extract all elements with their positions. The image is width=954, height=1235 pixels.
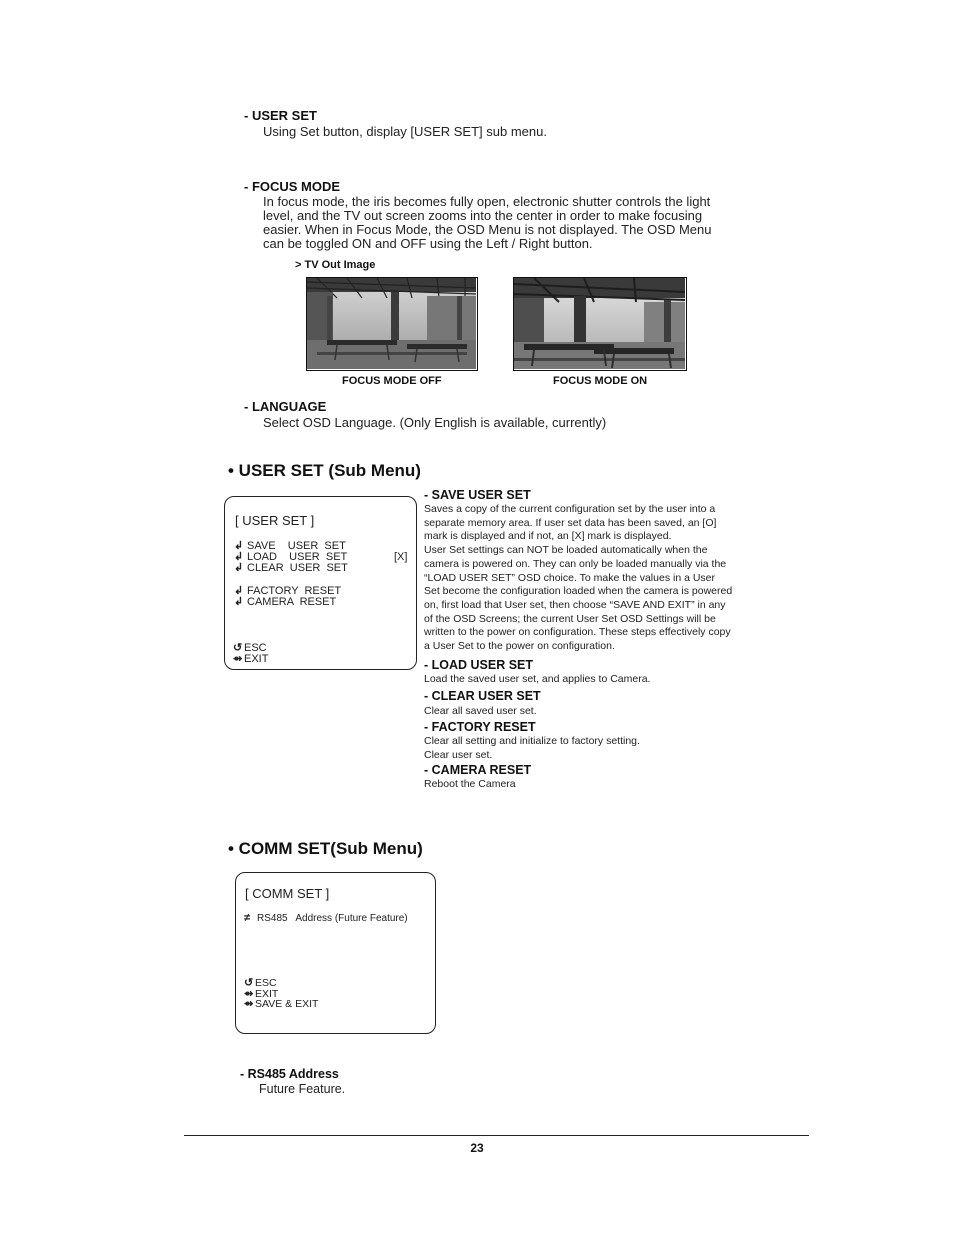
focus-mode-line: In focus mode, the iris becomes fully open, electronic shutter controls the light: [263, 194, 711, 209]
language-text: Select OSD Language. (Only English is available, currently): [263, 415, 607, 430]
clear-user-set-text: Clear all saved user set.: [424, 705, 537, 717]
osd-title: [ USER SET ]: [235, 513, 315, 528]
save-user-set-text: [424, 503, 764, 654]
user-set-text: Using Set button, display [USER SET] sub menu.: [263, 124, 547, 139]
osd-item-label: CLEAR USER SET: [247, 562, 348, 574]
pergola-photo-zoomed: [514, 278, 685, 369]
esc-icon: ↺: [244, 977, 254, 989]
text-line: Saves a copy of the current configuration set by the user into a: [424, 503, 716, 515]
osd-item-clear[interactable]: [234, 561, 348, 574]
osd-item-label: RS485 Address (Future Feature): [257, 913, 408, 924]
osd-item-label: SAVE & EXIT: [255, 998, 319, 1010]
camera-reset-heading: - CAMERA RESET: [424, 763, 532, 777]
tv-out-label: > TV Out Image: [295, 259, 376, 271]
return-arrow-icon: ↲: [234, 585, 244, 597]
esc-icon: ↺: [233, 642, 243, 654]
return-arrow-icon: ↲: [234, 551, 244, 563]
exit-icon: ⇴: [244, 998, 254, 1010]
text-line: separate memory area. If user set data has been saved, an [O]: [424, 516, 717, 529]
osd-item-label: EXIT: [244, 653, 269, 665]
exit-icon: ⇴: [244, 988, 254, 1000]
focus-mode-line: level, and the TV out screen zooms into the center in order to make focusing: [263, 208, 703, 223]
rs485-heading: - RS485 Address: [240, 1067, 339, 1081]
load-user-set-text: Load the saved user set, and applies to Camera.: [424, 673, 651, 685]
focus-mode-line: can be toggled ON and OFF using the Left / Right button.: [263, 236, 593, 251]
page-number: 23: [470, 1141, 484, 1155]
text-line: on, first load that User set, then choose “SAVE AND EXIT” in any: [424, 598, 726, 611]
user-set-heading: - USER SET: [244, 108, 317, 123]
osd-item-label: SAVE USER SET: [247, 540, 346, 552]
osd-item-label: FACTORY RESET: [247, 585, 342, 597]
osd-item-label: ESC: [244, 642, 267, 654]
text-line: “LOAD USER SET” OSD choice. To make the values in a User: [424, 571, 715, 584]
language-heading: - LANGUAGE: [244, 399, 327, 414]
comm-set-osd-menu: [235, 872, 436, 1034]
return-arrow-icon: ↲: [234, 540, 244, 552]
footer-divider: [184, 1135, 809, 1136]
osd-item-save-exit[interactable]: [244, 997, 318, 1010]
osd-load-mark: [X]: [394, 551, 408, 563]
text-line: mark is displayed and if not, an [X] mark is displayed.: [424, 530, 672, 543]
camera-reset-text: Reboot the Camera: [424, 778, 516, 790]
osd-item-rs485[interactable]: [244, 912, 408, 924]
save-user-set-heading: - SAVE USER SET: [424, 488, 531, 502]
exit-icon: ⇴: [233, 653, 243, 665]
user-set-sub-menu-title: • USER SET (Sub Menu): [228, 461, 421, 480]
focus-mode-on-image: [513, 277, 687, 371]
text-line: a User Set to the power on configuration.: [424, 640, 615, 653]
rs485-text: Future Feature.: [259, 1082, 346, 1096]
load-user-set-heading: - LOAD USER SET: [424, 658, 534, 672]
focus-mode-line: easier. When in Focus Mode, the OSD Menu is not displayed. The OSD Menu: [263, 222, 712, 237]
caption-focus-off: FOCUS MODE OFF: [342, 375, 442, 387]
clear-user-set-heading: - CLEAR USER SET: [424, 689, 541, 703]
focus-mode-off-image: [306, 277, 478, 371]
user-set-osd-menu: [224, 496, 417, 670]
hash-icon: ≠: [244, 912, 251, 924]
text-line: User Set settings can NOT be loaded automatically when the: [424, 544, 708, 557]
osd-item-label: CAMERA RESET: [247, 596, 337, 608]
text-line: written to the power on configuration. These steps effectively copy: [424, 626, 731, 639]
return-arrow-icon: ↲: [234, 596, 244, 608]
osd-item-label: ESC: [255, 977, 277, 989]
osd-item-label: EXIT: [255, 988, 279, 1000]
osd-item-label: LOAD USER SET: [247, 551, 348, 563]
focus-mode-heading: - FOCUS MODE: [244, 179, 341, 194]
osd-item-camera-reset[interactable]: [234, 595, 336, 608]
pergola-photo: [307, 278, 476, 369]
factory-reset-text-1: Clear all setting and initialize to factory setting.: [424, 735, 640, 747]
text-line: of the OSD Screens; the current User Set OSD Settings will be: [424, 612, 716, 625]
osd-item-exit[interactable]: [233, 652, 268, 665]
text-line: Set become the configuration loaded when the camera is powered: [424, 585, 733, 598]
osd-title: [ COMM SET ]: [245, 886, 330, 901]
comm-set-sub-menu-title: • COMM SET(Sub Menu): [228, 839, 423, 858]
return-arrow-icon: ↲: [234, 562, 244, 574]
focus-mode-text: [263, 195, 763, 251]
factory-reset-heading: - FACTORY RESET: [424, 720, 536, 734]
factory-reset-text-2: Clear user set.: [424, 749, 493, 761]
caption-focus-on: FOCUS MODE ON: [553, 375, 648, 387]
text-line: camera is powered on. They can only be loaded manually via the: [424, 557, 727, 570]
